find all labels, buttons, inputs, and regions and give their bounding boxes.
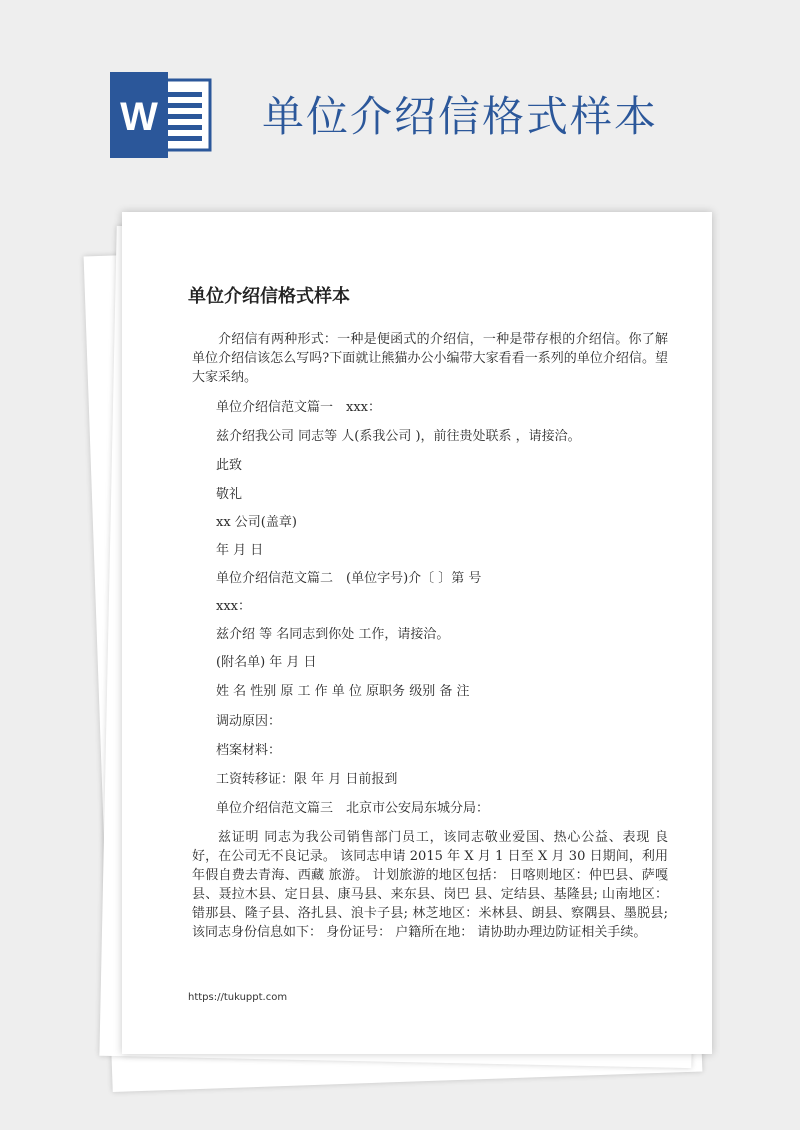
word-logo-icon	[110, 72, 214, 158]
doc-line: 调动原因：	[216, 714, 282, 729]
logo-letter: W	[120, 95, 158, 139]
closing-paragraph: 兹证明 同志为我公司销售部门员工，该同志敬业爱国、热心公益、表现 良好，在公司无不良记录。 该同志申请 2015 年 X 月 1 日至 X 月 30 日期间，利用年假自费去青海、西藏 旅游。 计划旅游的地区包括： 日喀则地区：仲巴县、萨嘎县、聂拉木县、定日县、康马县、来东县、岗巴 县、定结县、基隆县; 山南地区：错那县、隆子县、洛扎县、浪卡子县; 林芝地区：米林县、朗县、察隅县、墨脱县; 该同志身份信息如下： 身份证号： 户籍所在地： 请协助办理边防证相关手续。	[192, 830, 668, 940]
header-title: 单位介绍信格式样本	[262, 92, 659, 141]
document-page	[122, 212, 712, 1054]
doc-line: 单位介绍信范文篇二 (单位字号)介〔 〕第 号	[216, 571, 482, 586]
doc-line: (附名单) 年 月 日	[216, 655, 317, 670]
intro-paragraph: 介绍信有两种形式：一种是便函式的介绍信，一种是带存根的介绍信。你了解单位介绍信该怎么写吗?下面就让熊猫办公小编带大家看看一系列的单位介绍信。望大家采纳。	[192, 332, 668, 385]
document-title: 单位介绍信格式样本	[188, 286, 350, 307]
doc-line: 档案材料：	[216, 743, 282, 758]
doc-line: 兹介绍 等 名同志到你处 工作，请接洽。	[216, 627, 450, 642]
doc-line: 单位介绍信范文篇三 北京市公安局东城分局：	[216, 801, 490, 816]
doc-line: 工资转移证：限 年 月 日前报到	[216, 772, 398, 787]
doc-line: xx 公司(盖章)	[216, 515, 297, 530]
doc-line: 敬礼	[216, 487, 243, 502]
doc-line: 兹介绍我公司 同志等 人(系我公司 )，前往贵处联系 ，请接洽。	[216, 429, 581, 444]
doc-line: 此致	[216, 458, 243, 473]
doc-line: 单位介绍信范文篇一 xxx：	[216, 400, 381, 415]
doc-line: xxx：	[216, 599, 251, 614]
doc-line: 姓 名 性别 原 工 作 单 位 原职务 级别 备 注	[216, 684, 470, 699]
footer-url[interactable]: https://tukuppt.com	[188, 992, 288, 1003]
doc-line: 年 月 日	[216, 543, 264, 558]
